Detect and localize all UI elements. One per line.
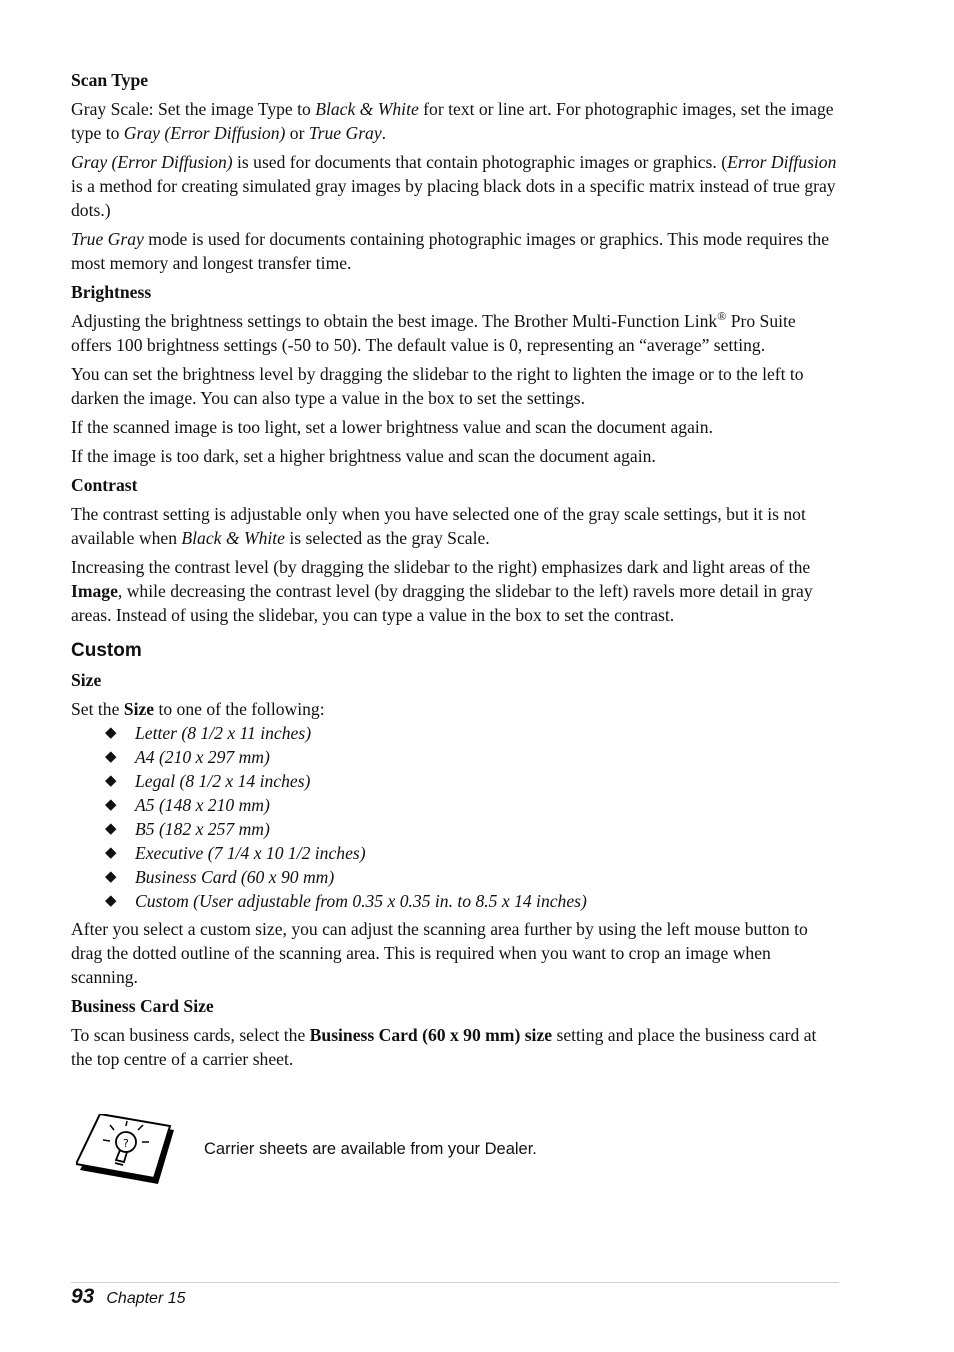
scan-type-paragraph-2: Gray (Error Diffusion) is used for documents that contain photographic images or graphics. (Error Diffusion is a method for creating simulated gray images by placing black dots in a specific matrix instead of true gray dots.) <box>71 152 837 220</box>
footer-divider <box>71 1282 839 1283</box>
bullet-diamond-icon: ◆ <box>105 869 117 885</box>
page-content <box>71 68 839 1076</box>
brightness-paragraph-2: You can set the brightness level by dragging the slidebar to the right to lighten the image or to the left to darken the image. You can also type a value in the box to set the settings. <box>71 364 804 408</box>
list-item: ◆ B5 (182 x 257 mm) <box>105 819 270 839</box>
list-item: ◆ Custom (User adjustable from 0.35 x 0.35 in. to 8.5 x 14 inches) <box>105 891 587 911</box>
contrast-paragraph-1: The contrast setting is adjustable only when you have selected one of the gray scale settings, but it is not available when Black & White is selected as the gray Scale. <box>71 504 806 548</box>
bullet-diamond-icon: ◆ <box>105 797 117 813</box>
list-item: ◆ Business Card (60 x 90 mm) <box>105 867 335 887</box>
list-item: ◆ Letter (8 1/2 x 11 inches) <box>105 723 312 743</box>
note-box <box>76 1114 776 1190</box>
list-item: ◆ Legal (8 1/2 x 14 inches) <box>105 771 311 791</box>
size-heading: Size <box>71 670 102 690</box>
lightbulb-note-icon <box>76 1114 176 1186</box>
list-item: ◆ A5 (148 x 210 mm) <box>105 795 270 815</box>
note-text: Carrier sheets are available from your Dealer. <box>204 1140 537 1158</box>
size-list <box>71 721 839 913</box>
scan-type-paragraph-1: Gray Scale: Set the image Type to Black & White for text or line art. For photographic images, set the image type to Gray (Error Diffusion) or True Gray. <box>71 99 834 143</box>
list-item: ◆ Executive (7 1/4 x 10 1/2 inches) <box>105 843 366 863</box>
page-number: 93 <box>71 1285 95 1308</box>
brightness-paragraph-3: If the scanned image is too light, set a lower brightness value and scan the document again. <box>71 417 713 437</box>
bullet-diamond-icon: ◆ <box>105 749 117 765</box>
brightness-paragraph-4: If the image is too dark, set a higher brightness value and scan the document again. <box>71 446 656 466</box>
bullet-diamond-icon: ◆ <box>105 773 117 789</box>
brightness-paragraph-1: Adjusting the brightness settings to obtain the best image. The Brother Multi-Function Link® Pro Suite offers 100 brightness settings (-50 to 50). The default value is 0, representing an “average” setting. <box>71 309 796 355</box>
chapter-label: Chapter 15 <box>106 1290 186 1307</box>
list-item: ◆ A4 (210 x 297 mm) <box>105 747 270 767</box>
scan-type-heading: Scan Type <box>71 70 149 90</box>
bullet-diamond-icon: ◆ <box>105 893 117 909</box>
footer <box>71 1285 186 1309</box>
business-card-heading: Business Card Size <box>71 996 214 1016</box>
svg-text:?: ? <box>123 1137 129 1150</box>
brightness-heading: Brightness <box>71 282 152 302</box>
contrast-paragraph-2: Increasing the contrast level (by dragging the slidebar to the right) emphasizes dark and light areas of the Image, while decreasing the contrast level (by dragging the slidebar to the left) ravels more detail in gray areas. Instead of using the slidebar, you can type a value in the box to set the contrast. <box>71 557 813 625</box>
bullet-diamond-icon: ◆ <box>105 821 117 837</box>
scan-type-paragraph-3: True Gray mode is used for documents containing photographic images or graphics. This mode requires the most memory and longest transfer time. <box>71 229 830 273</box>
size-intro: Set the Size to one of the following: <box>71 699 325 719</box>
bullet-diamond-icon: ◆ <box>105 725 117 741</box>
bullet-diamond-icon: ◆ <box>105 845 117 861</box>
custom-heading: Custom <box>71 640 142 661</box>
contrast-heading: Contrast <box>71 475 138 495</box>
business-card-paragraph: To scan business cards, select the Business Card (60 x 90 mm) size setting and place the business card at the top centre of a carrier sheet. <box>71 1025 817 1069</box>
custom-size-paragraph: After you select a custom size, you can adjust the scanning area further by using the left mouse button to drag the dotted outline of the scanning area. This is required when you want to crop an image when scanning. <box>71 919 808 987</box>
